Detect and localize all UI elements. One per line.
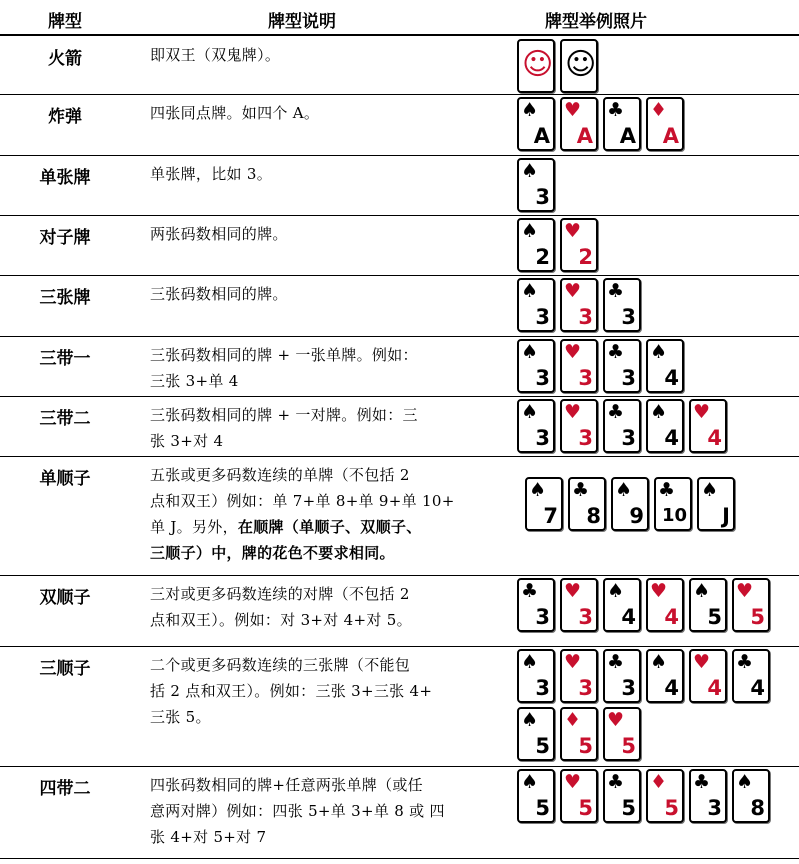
playing-card [603, 97, 641, 151]
playing-card [603, 578, 641, 632]
card-rank: 3 [707, 796, 722, 820]
description-line: 单 J。另外， [150, 518, 238, 536]
card-rank: J [722, 504, 730, 528]
suit-icon: ♥ [564, 580, 582, 602]
playing-card [646, 578, 684, 632]
header-description: 牌型说明 [268, 12, 336, 32]
card-rank: 9 [629, 504, 644, 528]
playing-card [560, 707, 598, 761]
card-rank: 5 [535, 734, 550, 758]
playing-card [560, 278, 598, 332]
suit-icon: ♥ [564, 651, 582, 673]
suit-icon: ♦ [650, 99, 668, 121]
playing-card [646, 399, 684, 453]
playing-card [560, 339, 598, 393]
playing-card [603, 649, 641, 703]
playing-card [603, 339, 641, 393]
suit-icon: ♠ [701, 479, 719, 501]
description-line: 两张码数相同的牌。 [150, 225, 288, 243]
suit-icon: ♠ [521, 99, 539, 121]
card-rank: 5 [535, 796, 550, 820]
card-rank: 5 [621, 734, 636, 758]
suit-icon: ♥ [693, 651, 711, 673]
suit-icon: ♦ [564, 709, 582, 731]
playing-card [697, 477, 735, 531]
suit-icon: ♥ [564, 220, 582, 242]
table-row [0, 36, 799, 94]
suit-icon: ♥ [736, 580, 754, 602]
suit-icon: ♠ [521, 341, 539, 363]
suit-icon: ♣ [658, 479, 676, 501]
card-rank: 2 [535, 245, 550, 269]
suit-icon: ♠ [615, 479, 633, 501]
card-type-description [150, 342, 500, 394]
card-rank: 3 [535, 605, 550, 629]
description-line: 张 3+对 4 [150, 432, 224, 450]
card-rank: 5 [621, 796, 636, 820]
suit-icon: ♥ [564, 401, 582, 423]
description-line: 即双王（双鬼牌）。 [150, 46, 281, 64]
card-rank: 4 [707, 676, 722, 700]
playing-card [732, 578, 770, 632]
description-emphasis: 在顺牌（单顺子、双顺子、 [237, 518, 422, 536]
card-rank: 3 [621, 426, 636, 450]
playing-card [603, 707, 641, 761]
playing-card [517, 578, 555, 632]
card-rank: 5 [578, 796, 593, 820]
card-type-description [150, 100, 500, 126]
playing-card [646, 769, 684, 823]
suit-icon: ♥ [607, 709, 625, 731]
table-row [0, 456, 799, 575]
playing-card [732, 769, 770, 823]
description-line: 点和双王）。例如：对 3+对 4+对 5。 [150, 611, 412, 629]
card-rank: 3 [535, 305, 550, 329]
description-line: 三张码数相同的牌 + 一对牌。例如：三 [150, 406, 418, 424]
card-type-description [150, 462, 500, 566]
table-row [0, 336, 799, 396]
playing-card [560, 97, 598, 151]
playing-card [732, 649, 770, 703]
description-line: 张 4+对 5+对 7 [150, 828, 267, 846]
card-rank: 4 [664, 366, 679, 390]
card-rank: 3 [578, 676, 593, 700]
table-row [0, 215, 799, 275]
card-type-name: 对子牌 [39, 228, 91, 248]
table-row [0, 94, 799, 155]
playing-card [560, 578, 598, 632]
playing-card [646, 339, 684, 393]
card-type-description [150, 581, 500, 633]
playing-card [689, 649, 727, 703]
card-rank: 4 [664, 426, 679, 450]
card-rank: 7 [543, 504, 558, 528]
suit-icon: ♠ [693, 580, 711, 602]
playing-card [560, 649, 598, 703]
card-rank: 8 [586, 504, 601, 528]
description-line: 二个或更多码数连续的三张牌（不能包 [150, 656, 411, 674]
card-type-description [150, 652, 500, 730]
playing-card [517, 707, 555, 761]
card-rank: 3 [621, 366, 636, 390]
description-emphasis: 三顺子）中，牌的花色不要求相同。 [150, 544, 395, 562]
description-line: 三张码数相同的牌。 [150, 285, 288, 303]
playing-card [560, 218, 598, 272]
description-line: 括 2 点和双王）。例如：三张 3+三张 4+ [150, 682, 433, 700]
card-type-description [150, 772, 500, 850]
card-rank: 3 [535, 185, 550, 209]
suit-icon: ♠ [521, 709, 539, 731]
suit-icon: ♣ [521, 580, 539, 602]
suit-icon: ♠ [736, 771, 754, 793]
suit-icon: ♣ [607, 341, 625, 363]
card-type-name: 三张牌 [39, 288, 91, 308]
card-rank: 4 [664, 605, 679, 629]
playing-card [525, 477, 563, 531]
description-line: 四张码数相同的牌+任意两张单牌（或任 [150, 776, 423, 794]
suit-icon: ♠ [521, 651, 539, 673]
suit-icon: ♣ [607, 99, 625, 121]
suit-icon: ♥ [564, 99, 582, 121]
table-row [0, 646, 799, 766]
card-rank: 2 [578, 245, 593, 269]
card-rank: 3 [578, 366, 593, 390]
card-type-name: 火箭 [48, 49, 82, 69]
playing-card [603, 769, 641, 823]
description-line: 三张 5。 [150, 708, 211, 726]
playing-card [517, 278, 555, 332]
card-rank: 5 [578, 734, 593, 758]
card-type-name: 三带二 [39, 409, 91, 429]
suit-icon: ♣ [607, 651, 625, 673]
card-type-name: 四带二 [39, 779, 91, 799]
suit-icon: ♠ [607, 580, 625, 602]
table-row [0, 396, 799, 456]
card-rank: A [533, 124, 550, 148]
card-rank: 3 [621, 305, 636, 329]
playing-card [646, 97, 684, 151]
description-line: 三张码数相同的牌 + 一张单牌。例如： [150, 346, 418, 364]
playing-card [517, 399, 555, 453]
suit-icon: ♣ [736, 651, 754, 673]
joker-icon: ☺ [565, 47, 597, 82]
table-row [0, 766, 799, 858]
card-type-name: 单张牌 [39, 168, 91, 188]
suit-icon: ♠ [529, 479, 547, 501]
suit-icon: ♠ [521, 771, 539, 793]
description-line: 四张同点牌。如四个 A。 [150, 104, 320, 122]
card-type-description [150, 402, 500, 454]
table-row [0, 155, 799, 215]
card-rank: 3 [578, 305, 593, 329]
playing-card [517, 158, 555, 212]
card-rank: 4 [664, 676, 679, 700]
card-rank: 8 [750, 796, 765, 820]
playing-card [517, 769, 555, 823]
playing-card [689, 769, 727, 823]
description-line: 意两对牌）例如：四张 5+单 3+单 8 或 四 [150, 802, 445, 820]
joker-card [517, 39, 555, 93]
joker-icon: ☺ [522, 47, 554, 82]
card-rank: A [662, 124, 679, 148]
description-line: 单张牌，比如 3。 [150, 165, 273, 183]
suit-icon: ♣ [693, 771, 711, 793]
playing-card [517, 218, 555, 272]
table-row [0, 575, 799, 646]
card-rank: 3 [578, 426, 593, 450]
card-rank: 5 [750, 605, 765, 629]
suit-icon: ♠ [521, 160, 539, 182]
card-rank: 4 [707, 426, 722, 450]
card-type-name: 双顺子 [39, 588, 91, 608]
card-rank: 10 [661, 505, 687, 526]
suit-icon: ♣ [572, 479, 590, 501]
suit-icon: ♠ [521, 401, 539, 423]
playing-card [517, 97, 555, 151]
playing-card [603, 278, 641, 332]
playing-card [517, 649, 555, 703]
card-type-description [150, 161, 500, 187]
joker-card [560, 39, 598, 93]
description-line: 三对或更多码数连续的对牌（不包括 2 [150, 585, 410, 603]
card-rank: 3 [535, 676, 550, 700]
suit-icon: ♥ [564, 771, 582, 793]
table-row [0, 275, 799, 336]
card-rank: 3 [621, 676, 636, 700]
suit-icon: ♥ [693, 401, 711, 423]
suit-icon: ♠ [521, 280, 539, 302]
header-example: 牌型举例照片 [545, 12, 647, 32]
playing-card [654, 477, 692, 531]
card-type-description [150, 221, 500, 247]
suit-icon: ♦ [650, 771, 668, 793]
card-rank: A [576, 124, 593, 148]
playing-card [689, 578, 727, 632]
suit-icon: ♥ [564, 341, 582, 363]
header-type: 牌型 [48, 12, 82, 32]
suit-icon: ♠ [650, 401, 668, 423]
suit-icon: ♣ [607, 280, 625, 302]
card-type-description [150, 281, 500, 307]
suit-icon: ♥ [650, 580, 668, 602]
playing-card [611, 477, 649, 531]
playing-card [560, 399, 598, 453]
suit-icon: ♠ [650, 341, 668, 363]
description-line: 三张 3+单 4 [150, 372, 239, 390]
card-rank: 3 [535, 426, 550, 450]
playing-card [568, 477, 606, 531]
card-rank: 4 [750, 676, 765, 700]
suit-icon: ♠ [521, 220, 539, 242]
card-type-name: 三带一 [39, 349, 91, 369]
card-type-name: 炸弹 [48, 107, 82, 127]
suit-icon: ♣ [607, 401, 625, 423]
playing-card [560, 769, 598, 823]
card-type-name: 单顺子 [39, 469, 91, 489]
card-type-name: 三顺子 [39, 659, 91, 679]
card-rank: 5 [664, 796, 679, 820]
description-line: 点和双王）例如：单 7+单 8+单 9+单 10+ [150, 492, 455, 510]
suit-icon: ♥ [564, 280, 582, 302]
card-rank: 5 [707, 605, 722, 629]
row-divider [0, 858, 799, 859]
suit-icon: ♠ [650, 651, 668, 673]
playing-card [689, 399, 727, 453]
playing-card [517, 339, 555, 393]
card-rank: 3 [535, 366, 550, 390]
playing-card [603, 399, 641, 453]
suit-icon: ♣ [607, 771, 625, 793]
card-type-description [150, 42, 500, 68]
playing-card [646, 649, 684, 703]
card-rank: 4 [621, 605, 636, 629]
card-rank: 3 [578, 605, 593, 629]
description-line: 五张或更多码数连续的单牌（不包括 2 [150, 466, 410, 484]
card-rank: A [619, 124, 636, 148]
table-header [0, 0, 799, 34]
